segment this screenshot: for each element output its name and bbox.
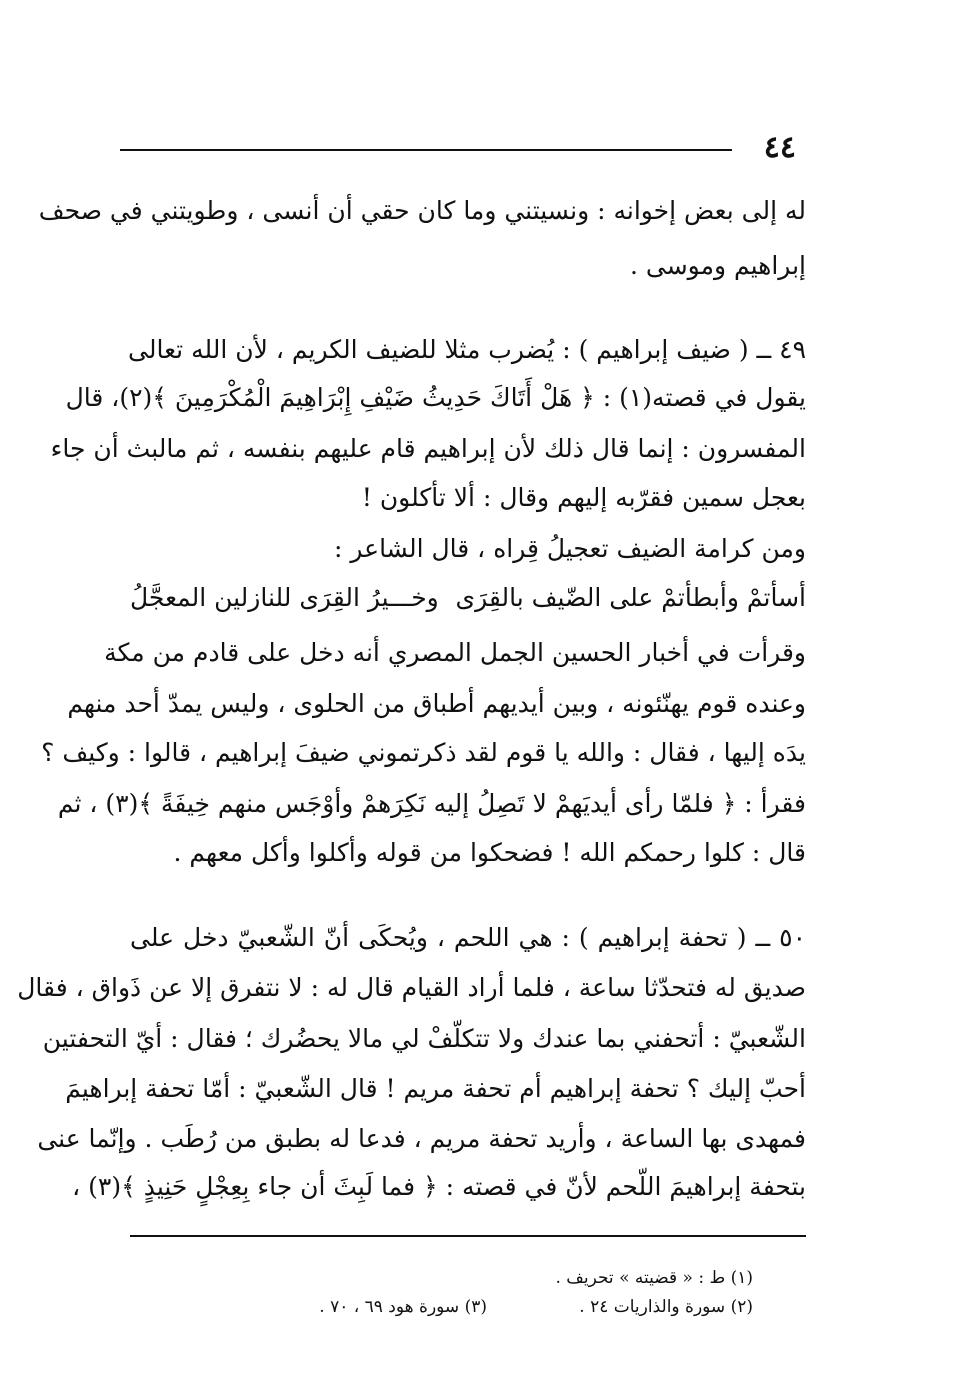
text-line: بعجل سمين فقرّبه إليهم وقال : ألا تأكلون !	[361, 483, 806, 512]
text-line: أحبّ إليك ؟ تحفة إبراهيم أم تحفة مريم ! قال الشّعبيّ : أمّا تحفة إبراهيمَ	[65, 1074, 806, 1103]
text-line: فمهدى بها الساعة ، وأريد تحفة مريم ، فدعا له بطبق من رُطَب . وإنّما عنى	[37, 1124, 806, 1153]
footnote-1: (١) ط : « قضيته » تحريف .	[555, 1268, 753, 1288]
verse-first-hemistich: أسأتمْ وأبطأتمْ على الضّيف بالقِرَى	[455, 583, 806, 612]
footnote-rule	[130, 1235, 806, 1237]
text-line: ٤٩ ــ ( ضيف إبراهيم ) : يُضرب مثلا للضيف الكريم ، لأن الله تعالى	[128, 335, 806, 364]
text-line: قال : كلوا رحمكم الله ! فضحكوا من قوله وأكلوا وأكل معهم .	[173, 838, 806, 867]
text-line: ومن كرامة الضيف تعجيلُ قِراه ، قال الشاعر :	[333, 534, 806, 563]
footnote-3: (٣) سورة هود ٦٩ ، ٧٠ .	[319, 1297, 487, 1317]
text-line: له إلى بعض إخوانه : ونسيتني وما كان حقي أن أنسى ، وطويتني في صحف	[38, 196, 806, 225]
footnote-2: (٢) سورة والذاريات ٢٤ .	[579, 1297, 753, 1317]
text-line: يقول في قصته(١) : ﴿ هَلْ أَتَاكَ حَدِيثُ ضَيْفِ إِبْرَاهِيمَ الْمُكْرَمِينَ ﴾(٢)، قال	[65, 383, 806, 412]
verse-second-hemistich: وخـــيرُ القِرَى للنازلين المعجَّلُ	[130, 583, 439, 612]
text-line: وعنده قوم يهنّئونه ، وبين أيديهم أطباق من الحلوى ، وليس يمدّ أحد منهم	[67, 689, 806, 718]
text-line: بتحفة إبراهيمَ اللّحم لأنّ في قصته : ﴿ فما لَبِثَ أن جاء بِعِجْلٍ حَنِيذٍ ﴾(٣) ،	[72, 1172, 806, 1201]
page-number: ٤٤	[763, 130, 796, 165]
text-line: ٥٠ ــ ( تحفة إبراهيم ) : هي اللحم ، ويُحكَى أنّ الشّعبيّ دخل على	[130, 923, 806, 952]
text-line: وقرأت في أخبار الحسين الجمل المصري أنه دخل على قادم من مكة	[104, 638, 806, 667]
text-line: يدَه إليها ، فقال : والله يا قوم لقد ذكرتموني ضيفَ إبراهيم ، قالوا : وكيف ؟	[41, 738, 806, 767]
text-line: المفسرون : إنما قال ذلك لأن إبراهيم قام عليهم بنفسه ، ثم مالبث أن جاء	[50, 434, 806, 463]
text-line: صديق له فتحدّثا ساعة ، فلما أراد القيام قال له : لا نتفرق إلا عن ذَواق ، فقال	[17, 973, 806, 1002]
text-line: إبراهيم وموسى .	[629, 251, 806, 280]
text-line: فقرأ : ﴿ فلمّا رأى أيديَهمْ لا تَصِلُ إليه نَكِرَهمْ وأوْجَس منهم خِيفَةً ﴾(٣) ، ثم	[57, 789, 806, 818]
poem-verse	[130, 578, 806, 618]
text-line: الشّعبيّ : أتحفني بما عندك ولا تتكلّفْ لي مالا يحضُرك ؛ فقال : أيّ التحفتين	[42, 1024, 806, 1053]
page-header	[120, 128, 796, 168]
header-rule	[120, 149, 732, 151]
